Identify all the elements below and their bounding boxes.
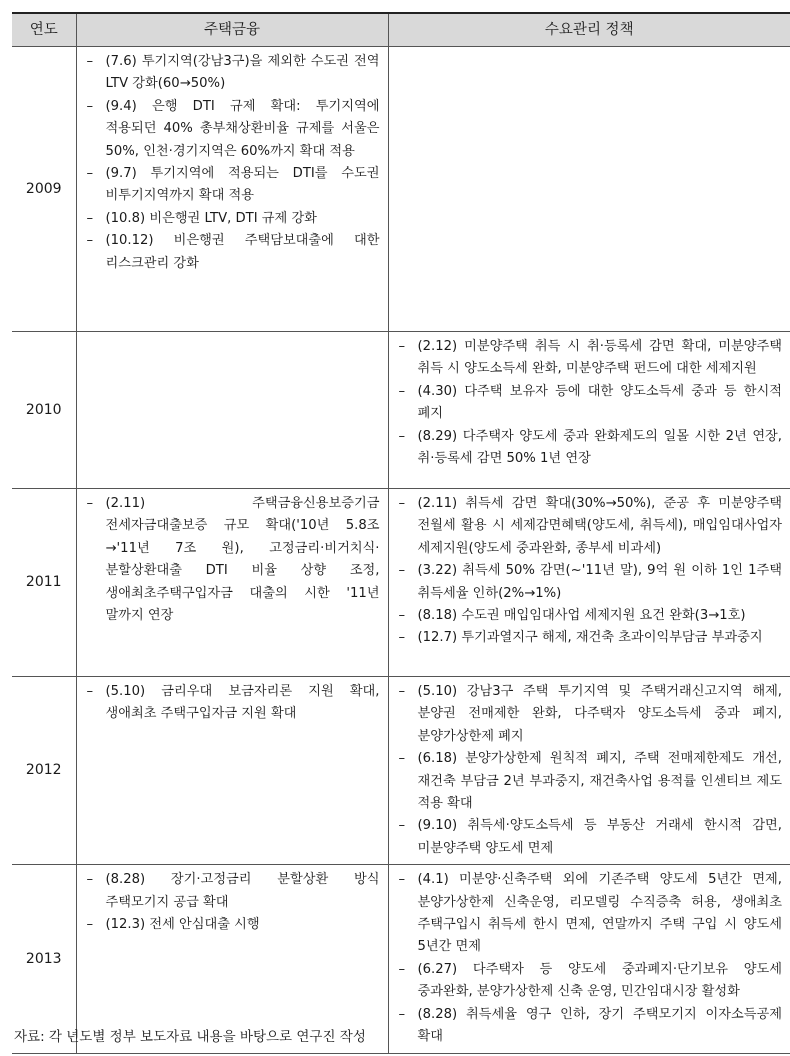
- policy-table: [12, 12, 790, 1054]
- dash-bullet-icon: –: [86, 917, 94, 933]
- policy-item: [83, 163, 380, 208]
- dash-bullet-icon: –: [398, 1006, 406, 1022]
- policy-item: [395, 1004, 783, 1049]
- policy-item: [83, 681, 380, 726]
- dash-bullet-icon: –: [398, 751, 406, 767]
- policy-list: [395, 869, 783, 1048]
- policy-item: [395, 627, 783, 649]
- demand-policy-cell: [388, 47, 790, 332]
- policy-item-text: (12.3) 전세 안심대출 시행: [105, 917, 260, 933]
- policy-item-text: (5.10) 강남3구 주택 투기지역 및 주택거래신고지역 해제, 분양권 전매제한 완화, 다주택자 양도소득세 중과 폐지, 분양가상한제 폐지: [417, 684, 782, 744]
- policy-item: [83, 869, 380, 914]
- housing-finance-cell: [76, 677, 388, 865]
- header-housing-finance: 주택금융: [76, 13, 388, 47]
- dash-bullet-icon: –: [398, 339, 406, 354]
- policy-item-text: (10.8) 비은행권 LTV, DTI 규제 강화: [105, 210, 317, 226]
- policy-item-text: (8.28) 취득세율 영구 인하, 장기 주택모기지 이자소득공제 확대: [417, 1006, 782, 1045]
- policy-item: [83, 96, 380, 163]
- dash-bullet-icon: –: [86, 210, 94, 226]
- policy-item: [395, 560, 783, 605]
- dash-bullet-icon: –: [398, 684, 406, 699]
- table-row: [12, 489, 790, 677]
- policy-item: [395, 681, 783, 748]
- policy-item: [83, 914, 380, 936]
- year-cell: 2011: [12, 489, 76, 677]
- policy-item: [395, 605, 783, 627]
- policy-item-text: (8.28) 장기·고정금리 분할상환 방식 주택모기지 공급 확대: [105, 872, 380, 910]
- policy-item: [83, 208, 380, 230]
- policy-list: [83, 681, 380, 726]
- policy-item-text: (8.18) 수도권 매입임대사업 세제지원 요건 완화(3→1호): [417, 608, 746, 624]
- policy-item-text: (2.11) 주택금융신용보증기금 전세자금대출보증 규모 확대('10년 5.8조→'11년 7조 원), 고정금리·비거치식·분할상환대출 DTI 비율 상향 조정, 생애최초주택구입자금 대출의 시한 '11년 말까지 연장: [105, 496, 380, 624]
- year-cell: 2010: [12, 332, 76, 489]
- policy-item-text: (10.12) 비은행권 주택담보대출에 대한 리스크관리 강화: [105, 233, 380, 271]
- policy-list: [395, 336, 783, 470]
- housing-finance-cell: [76, 47, 388, 332]
- housing-finance-cell: [76, 332, 388, 489]
- policy-item: [395, 426, 783, 471]
- policy-list: [395, 681, 783, 860]
- table-row: [12, 47, 790, 332]
- dash-bullet-icon: –: [398, 961, 406, 977]
- policy-item: [395, 748, 783, 815]
- dash-bullet-icon: –: [398, 496, 406, 511]
- year-cell: 2009: [12, 47, 76, 332]
- policy-item-text: (5.10) 금리우대 보금자리론 지원 확대, 생애최초 주택구입자금 지원 확대: [105, 684, 380, 722]
- dash-bullet-icon: –: [86, 496, 94, 511]
- dash-bullet-icon: –: [398, 563, 406, 579]
- policy-item-text: (4.1) 미분양·신축주택 외에 기존주택 양도세 5년간 면제, 분양가상한제 신축운영, 리모델링 수직증축 허용, 생애최초 주택구입시 취득세 한시 면제, 연말까지 주택 구입 시 양도세 5년간 면제: [417, 872, 782, 955]
- policy-item: [395, 869, 783, 959]
- dash-bullet-icon: –: [398, 608, 406, 624]
- dash-bullet-icon: –: [398, 383, 406, 399]
- policy-item: [395, 959, 783, 1004]
- policy-item-text: (2.12) 미분양주택 취득 시 취·등록세 감면 확대, 미분양주택 취득 시 양도소득세 완화, 미분양주택 펀드에 대한 세제지원: [417, 339, 782, 377]
- policy-item-text: (8.29) 다주택자 양도세 중과 완화제도의 일몰 시한 2년 연장, 취·등록세 감면 50% 1년 연장: [417, 428, 782, 467]
- policy-item-text: (6.27) 다주택자 등 양도세 중과폐지·단기보유 양도세 중과완화, 분양가상한제 신축 운영, 민간임대시장 활성화: [417, 961, 782, 1000]
- demand-policy-cell: [388, 332, 790, 489]
- table-row: [12, 677, 790, 865]
- dash-bullet-icon: –: [86, 54, 94, 69]
- demand-policy-cell: [388, 489, 790, 677]
- policy-list: [83, 493, 380, 627]
- policy-item-text: (9.7) 투기지역에 적용되는 DTI를 수도권 비투기지역까지 확대 적용: [105, 166, 380, 204]
- dash-bullet-icon: –: [86, 98, 94, 114]
- year-cell: 2013: [12, 865, 76, 1053]
- source-note: 자료: 각 년도별 정부 보도자료 내용을 바탕으로 연구진 작성: [14, 1029, 366, 1045]
- year-cell: 2012: [12, 677, 76, 865]
- policy-list: [395, 493, 783, 650]
- policy-item: [395, 493, 783, 560]
- policy-list: [83, 869, 380, 936]
- policy-item-text: (2.11) 취득세 감면 확대(30%→50%), 준공 후 미분양주택 전월세 활용 시 세제감면혜택(양도세, 취득세), 매입임대사업자 세제지원(양도세 중과완화, 종부세 비과세): [417, 496, 782, 556]
- table-body: [12, 47, 790, 1054]
- policy-item-text: (7.6) 투기지역(강남3구)을 제외한 수도권 전역 LTV 강화(60→50%): [105, 54, 380, 92]
- policy-item-text: (12.7) 투기과열지구 해제, 재건축 초과이익부담금 부과중지: [417, 630, 763, 646]
- policy-item: [395, 381, 783, 426]
- dash-bullet-icon: –: [398, 630, 406, 646]
- policy-item-text: (4.30) 다주택 보유자 등에 대한 양도소득세 중과 등 한시적 폐지: [417, 383, 782, 422]
- housing-finance-cell: [76, 489, 388, 677]
- dash-bullet-icon: –: [398, 872, 406, 888]
- policy-item: [83, 51, 380, 96]
- policy-item-text: (3.22) 취득세 50% 감면(~'11년 말), 9억 원 이하 1인 1주택 취득세율 인하(2%→1%): [417, 563, 782, 601]
- header-demand-policy: 수요관리 정책: [388, 13, 790, 47]
- dash-bullet-icon: –: [86, 684, 94, 699]
- dash-bullet-icon: –: [86, 233, 94, 249]
- policy-item-text: (9.10) 취득세·양도소득세 등 부동산 거래세 한시적 감면, 미분양주택 양도세 면제: [417, 818, 782, 856]
- policy-item: [83, 230, 380, 275]
- policy-item: [395, 336, 783, 381]
- policy-item: [83, 493, 380, 627]
- policy-item-text: (6.18) 분양가상한제 원칙적 폐지, 주택 전매제한제도 개선, 재건축 부담금 2년 부과중지, 재건축사업 용적률 인센티브 제도 적용 확대: [417, 751, 782, 812]
- demand-policy-cell: [388, 865, 790, 1053]
- dash-bullet-icon: –: [398, 428, 406, 444]
- dash-bullet-icon: –: [398, 818, 406, 834]
- policy-list: [83, 51, 380, 275]
- header-year: 연도: [12, 13, 76, 47]
- dash-bullet-icon: –: [86, 872, 94, 888]
- dash-bullet-icon: –: [86, 166, 94, 182]
- policy-item: [395, 815, 783, 860]
- table-row: [12, 332, 790, 489]
- table-header: [12, 13, 790, 47]
- policy-item-text: (9.4) 은행 DTI 규제 확대: 투기지역에 적용되던 40% 총부채상환비율 규제를 서울은 50%, 인천·경기지역은 60%까지 확대 적용: [105, 98, 380, 159]
- demand-policy-cell: [388, 677, 790, 865]
